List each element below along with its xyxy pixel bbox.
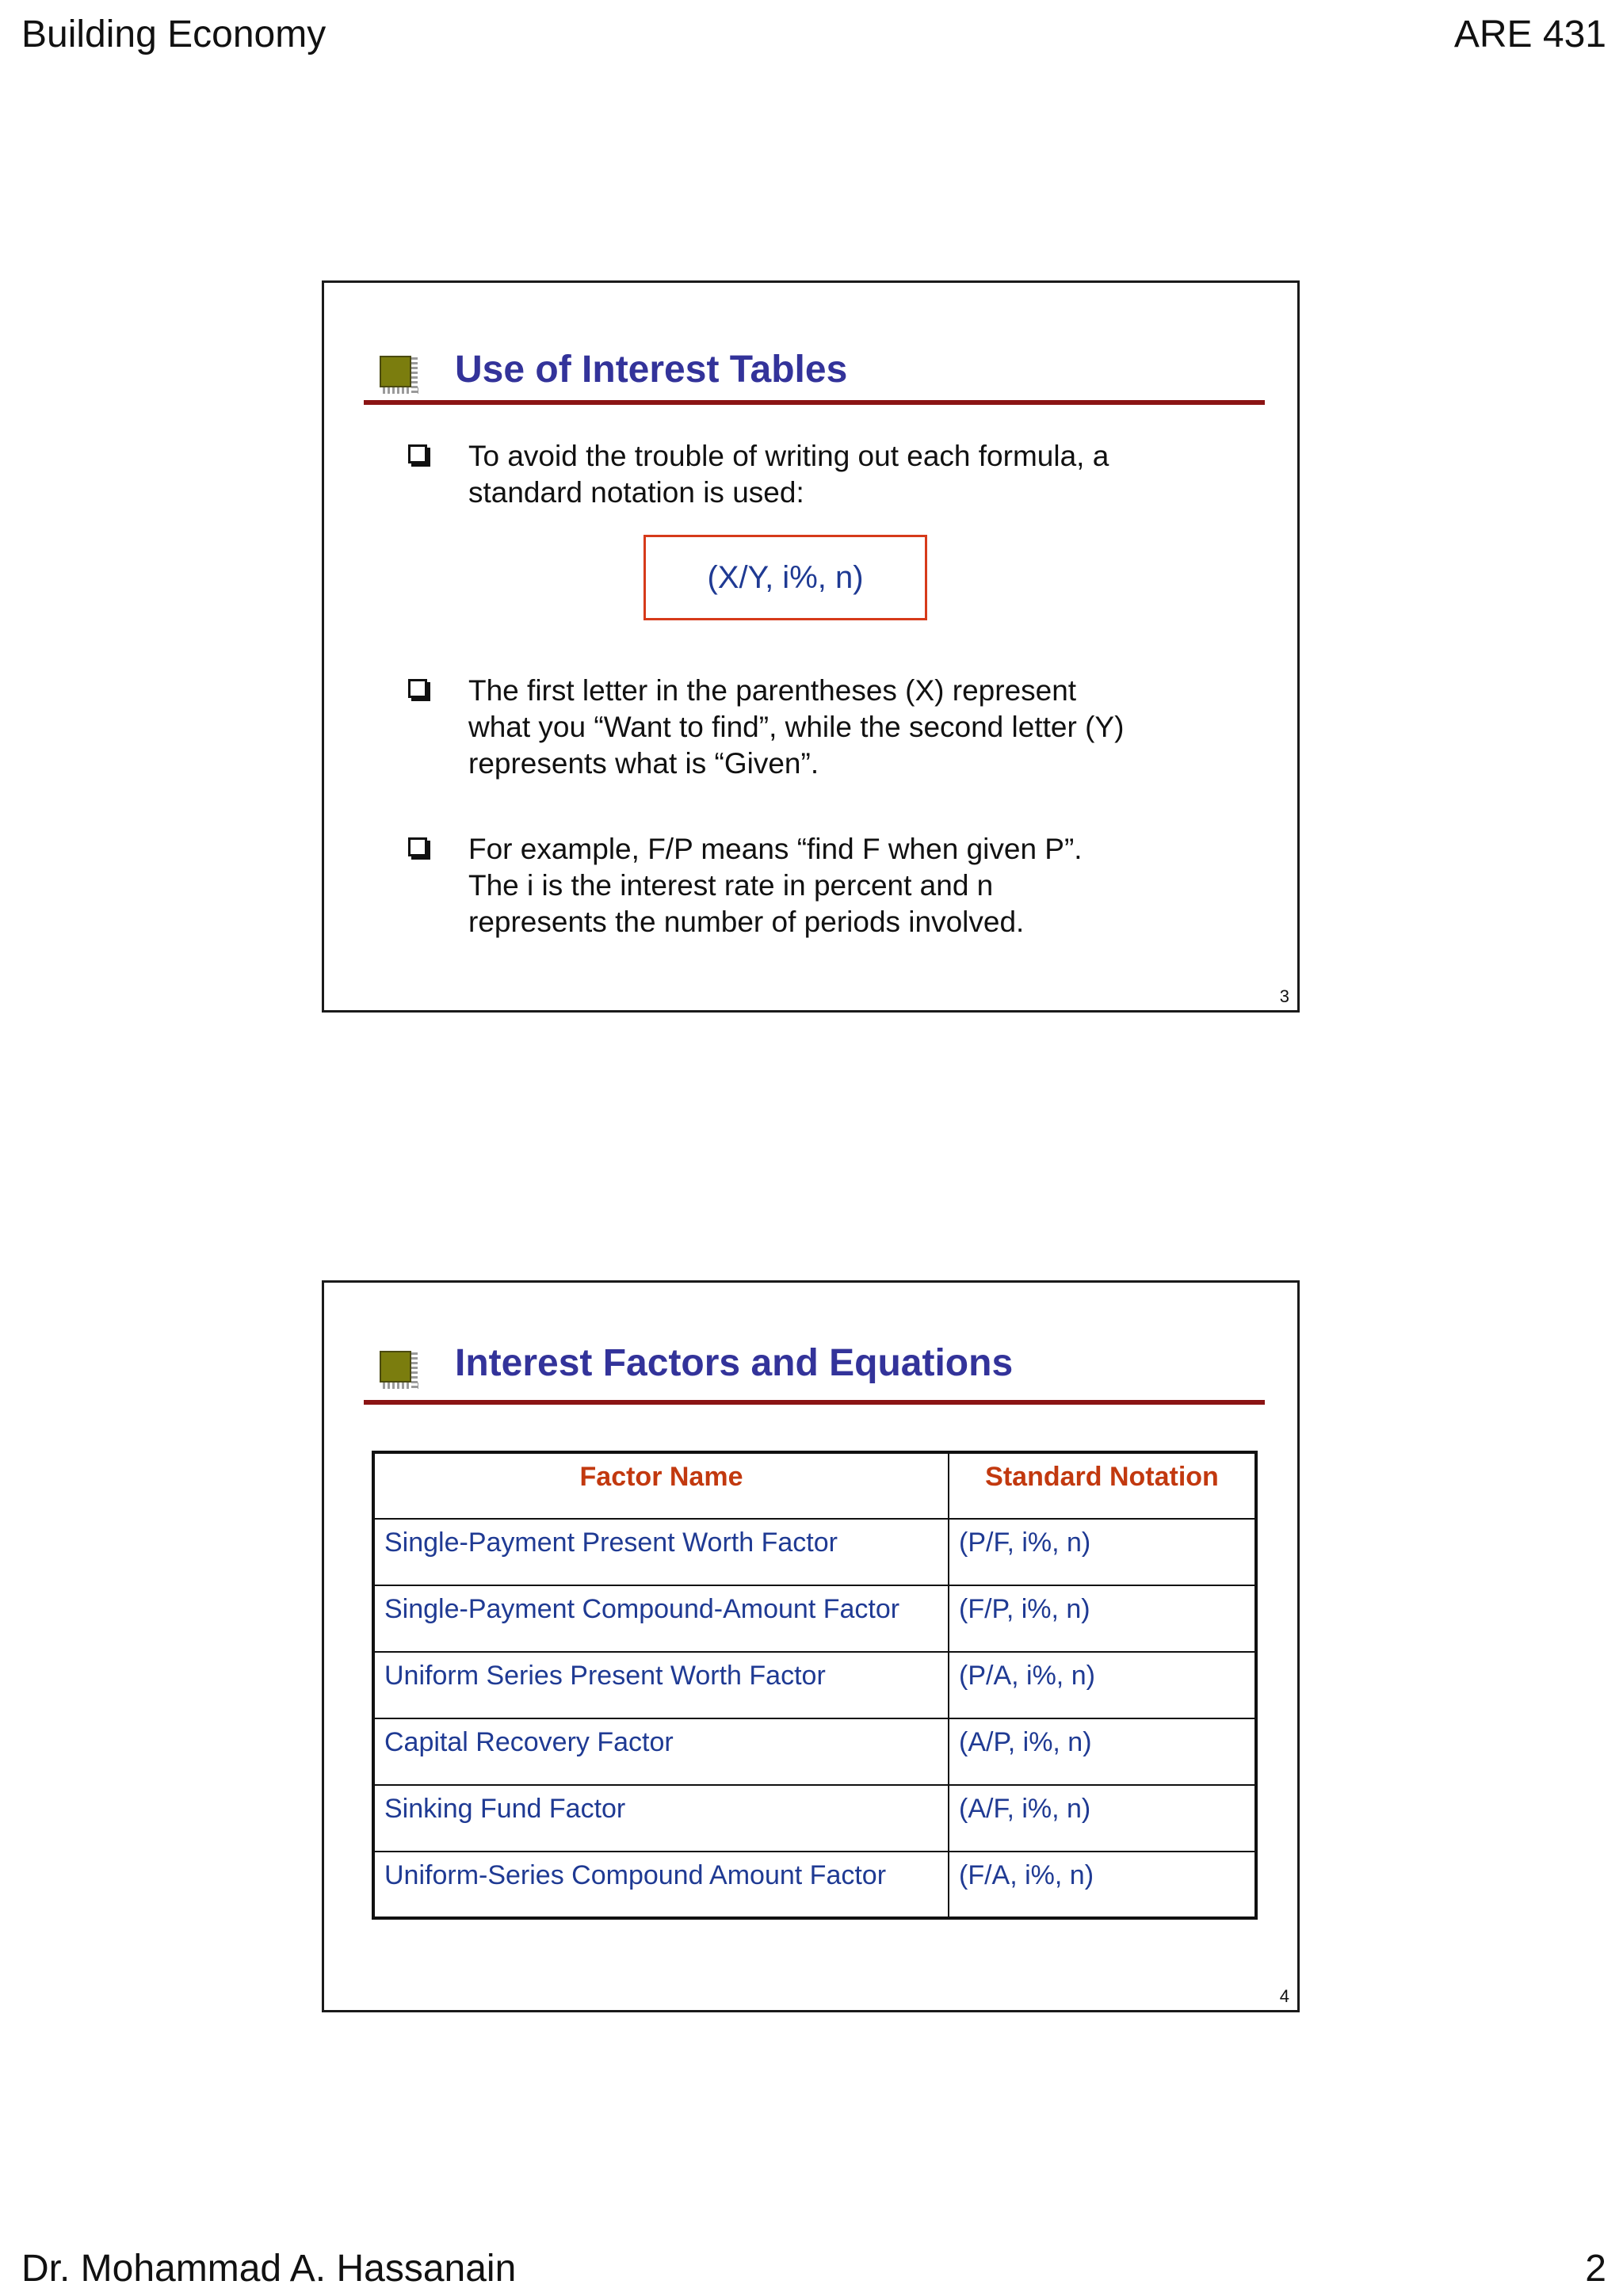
checkbox-bullet-icon <box>408 444 427 463</box>
title-square-icon <box>380 356 411 387</box>
slide-interest-factors <box>322 1280 1300 2012</box>
page-footer-page-number: 2 <box>1585 2248 1606 2290</box>
page-footer-author: Dr. Mohammad A. Hassanain <box>21 2248 517 2290</box>
factor-name-cell: Capital Recovery Factor <box>373 1718 949 1785</box>
page-header-course-code: ARE 431 <box>1453 13 1606 55</box>
title-square-icon <box>380 1351 411 1383</box>
table-row <box>373 1585 1256 1652</box>
factor-name-cell: Single-Payment Present Worth Factor <box>373 1519 949 1585</box>
table-row <box>373 1852 1256 1918</box>
column-header-standard-notation: Standard Notation <box>949 1452 1256 1519</box>
slide-title: Interest Factors and Equations <box>455 1342 1014 1384</box>
page-header-course-title: Building Economy <box>21 13 327 55</box>
bullet-text: To avoid the trouble of writing out each formula, a standard notation is used: <box>468 440 1109 509</box>
factors-table <box>372 1451 1258 1920</box>
notation-cell: (A/P, i%, n) <box>949 1718 1256 1785</box>
title-divider <box>364 400 1265 405</box>
bullet-item <box>468 831 1134 940</box>
notation-cell: (F/A, i%, n) <box>949 1852 1256 1918</box>
bullet-item <box>468 673 1134 782</box>
table-row <box>373 1652 1256 1718</box>
table-row <box>373 1718 1256 1785</box>
bullet-text: The first letter in the parentheses (X) represent what you “Want to find”, while the second letter (Y) represents what is “Given”. <box>468 674 1125 780</box>
notation-cell: (F/P, i%, n) <box>949 1585 1256 1652</box>
table-header-row <box>373 1452 1256 1519</box>
slide-use-of-interest-tables <box>322 280 1300 1013</box>
bullet-item <box>468 438 1134 511</box>
title-divider <box>364 1400 1265 1405</box>
notation-cell: (A/F, i%, n) <box>949 1785 1256 1852</box>
checkbox-bullet-icon <box>408 837 427 856</box>
factor-name-cell: Sinking Fund Factor <box>373 1785 949 1852</box>
table-row <box>373 1785 1256 1852</box>
slide-number: 3 <box>1279 986 1289 1006</box>
notation-cell: (P/F, i%, n) <box>949 1519 1256 1585</box>
factor-name-cell: Uniform-Series Compound Amount Factor <box>373 1852 949 1918</box>
bullet-text: For example, F/P means “find F when given P”. The i is the interest rate in percent and n represents the number of periods involved. <box>468 833 1083 938</box>
slide-title: Use of Interest Tables <box>455 349 848 391</box>
table-row <box>373 1519 1256 1585</box>
notation-cell: (P/A, i%, n) <box>949 1652 1256 1718</box>
slide-number: 4 <box>1279 1986 1289 2006</box>
notation-box: (X/Y, i%, n) <box>643 535 927 620</box>
factor-name-cell: Uniform Series Present Worth Factor <box>373 1652 949 1718</box>
factor-name-cell: Single-Payment Compound-Amount Factor <box>373 1585 949 1652</box>
checkbox-bullet-icon <box>408 679 427 698</box>
column-header-factor-name: Factor Name <box>373 1452 949 1519</box>
